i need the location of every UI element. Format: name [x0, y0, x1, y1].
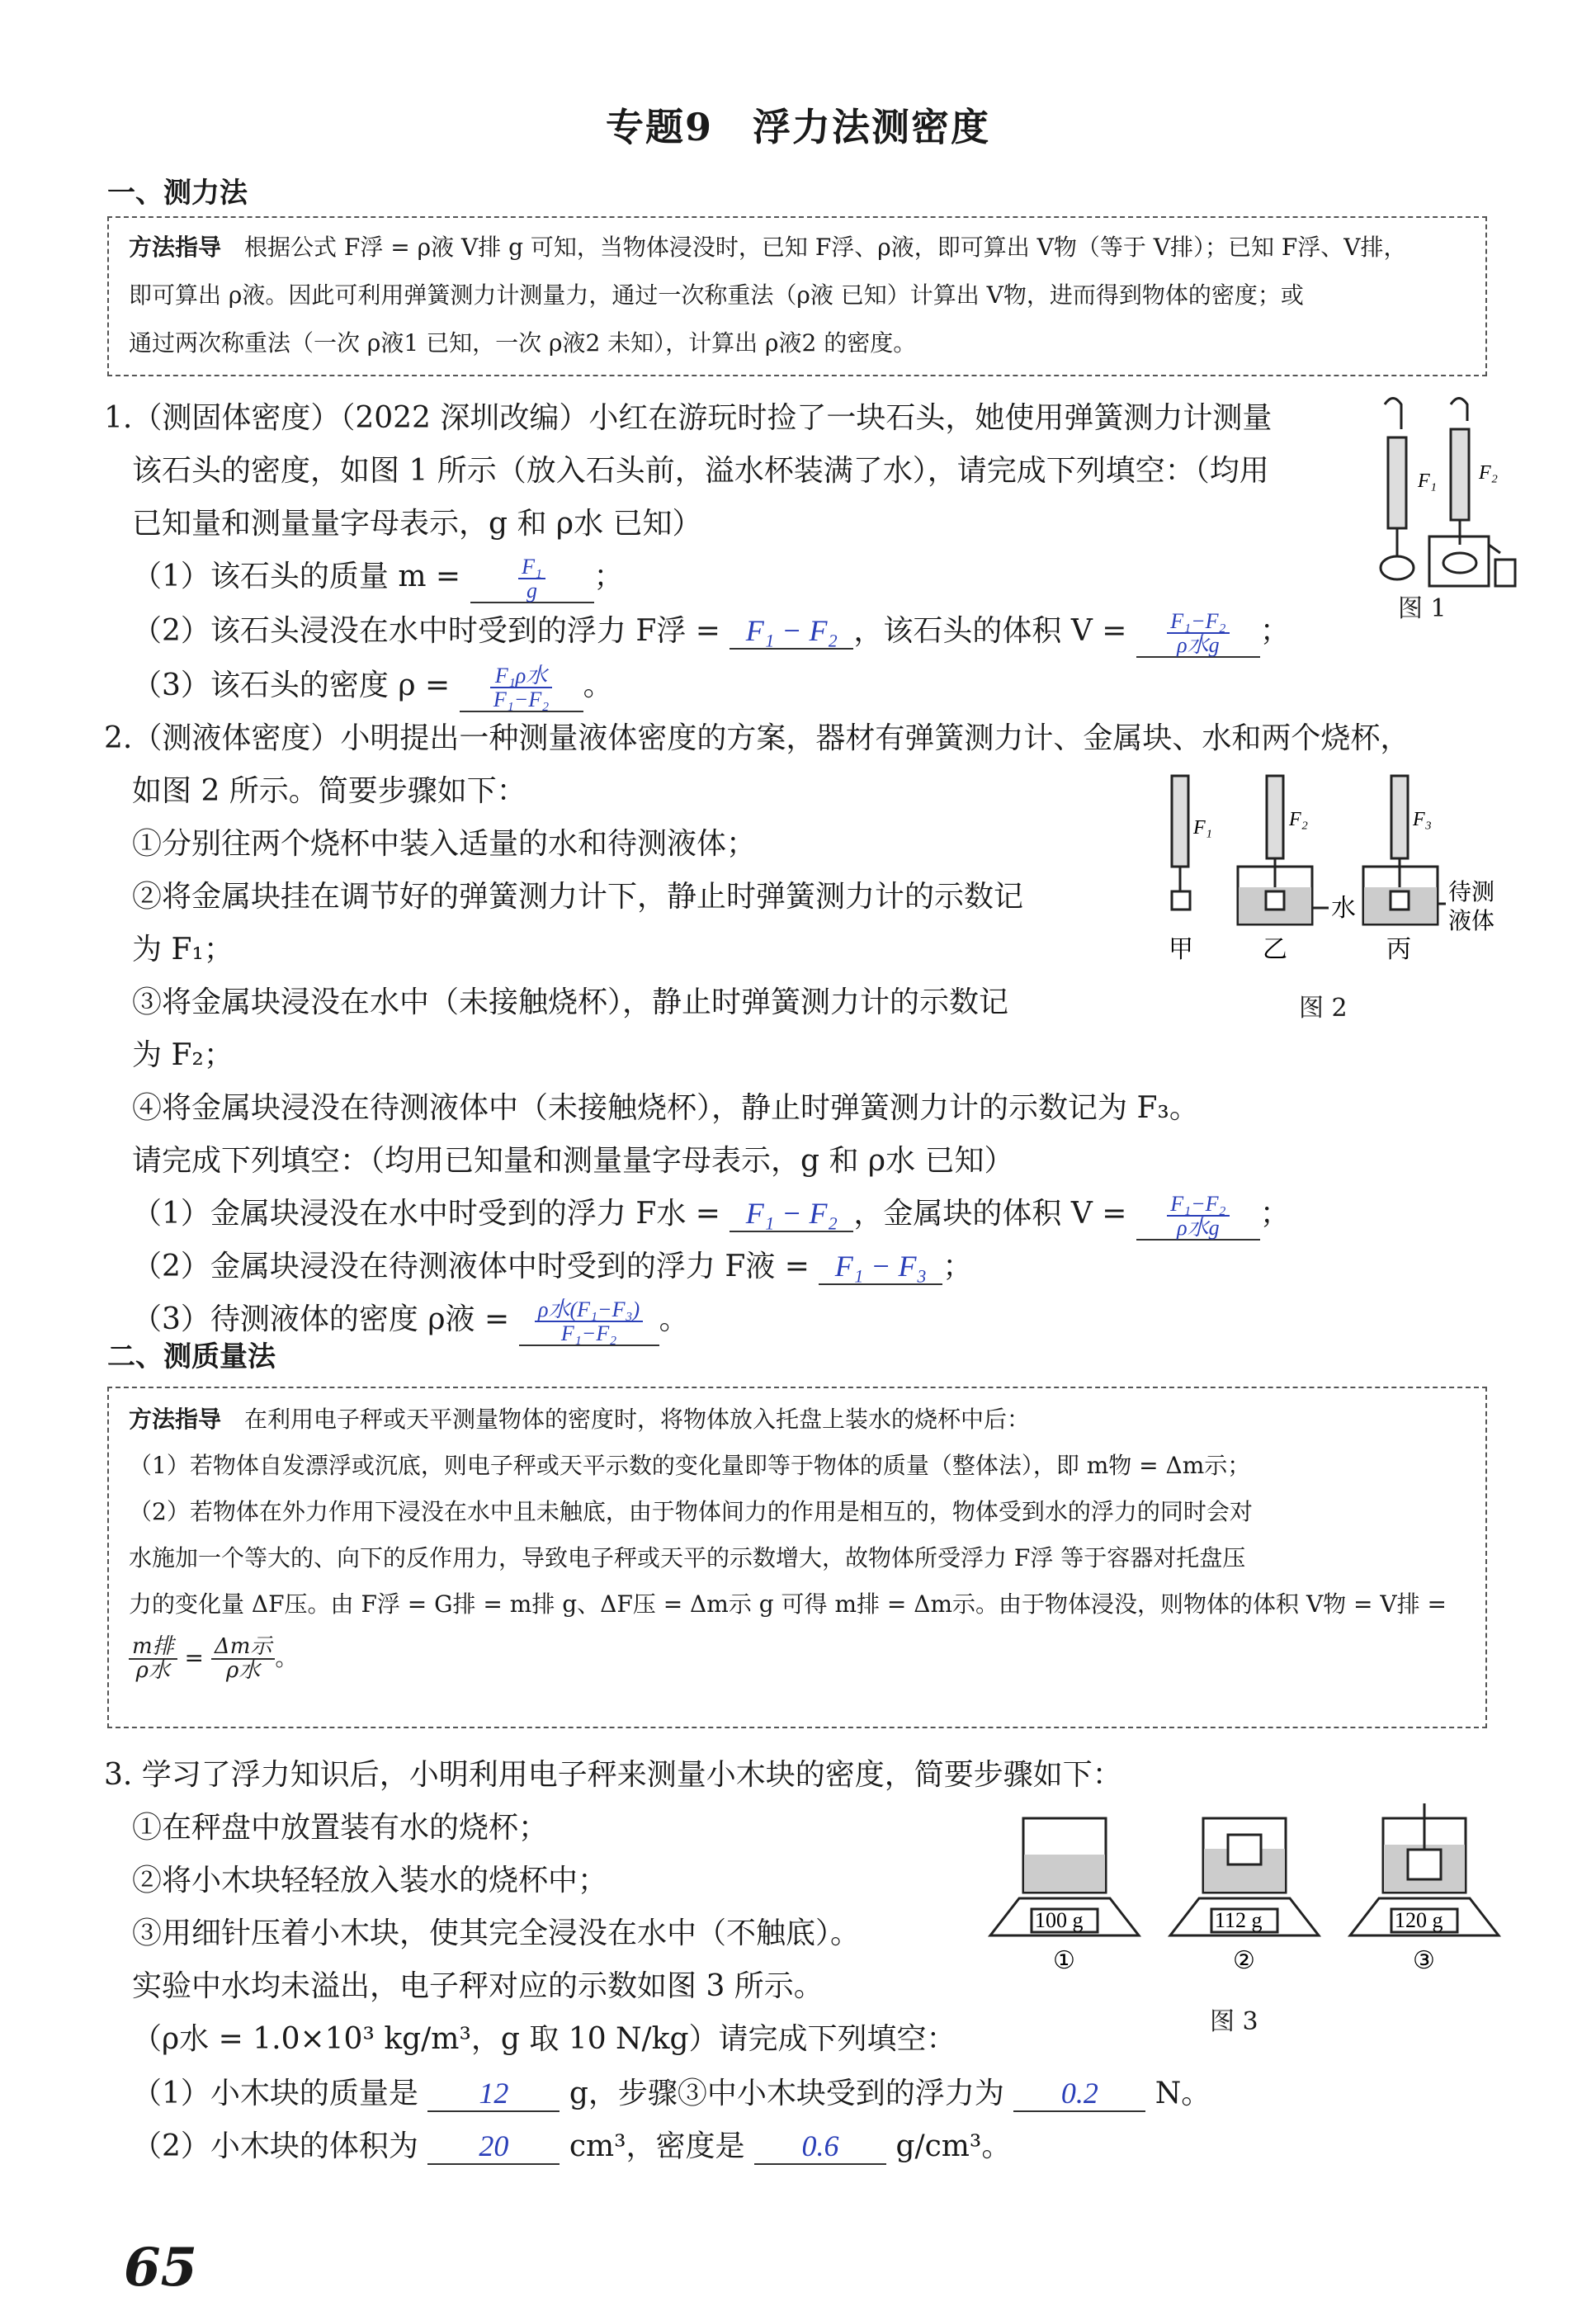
- q2-step: ②将金属块挂在调节好的弹簧测力计下，静止时弹簧测力计的示数记: [132, 880, 1024, 914]
- answer-fraction: $\frac{\text{F₁−F₂}}{\text{ρ水g}}$: [1167, 1193, 1229, 1240]
- q1-stem: 1.（测固体密度）（2022 深圳改编）小红在游玩时捡了一块石头，她使用弹簧测力计测量: [104, 401, 1273, 435]
- answer-blank: [460, 664, 583, 713]
- section2-heading: 二、测质量法: [107, 1340, 276, 1373]
- answer-blank: [1136, 1193, 1260, 1241]
- q2-part3: （3）待测液体的密度 ρ液 = $\frac{\text{ρ水(F₁−F₃)}}{\text{F₁−F₂}}$ 。: [132, 1297, 689, 1345]
- q2-step: 为 F₁；: [132, 933, 234, 966]
- method-text: 即可算出 ρ液。因此可利用弹簧测力计测量力，通过一次称重法（ρ液 已知）计算出 V物，进而得到物体的密度；或: [129, 281, 1304, 309]
- label-f3: F₃: [1413, 809, 1433, 830]
- label-jia: 甲: [1169, 935, 1193, 964]
- method-text: （1）若物体自发漂浮或沉底，则电子秤或天平示数的变化量即等于物体的质量（整体法），即 m物 = Δm示；: [129, 1452, 1251, 1479]
- spring-scale: [1391, 776, 1408, 858]
- method-text: 根据公式 F浮 = ρ液 V排 g 可知，当物体浸没时，已知 F浮、ρ液，即可算出 V物（等于 V排）；已知 F浮、V排，: [244, 234, 1407, 261]
- small-cup: [1495, 560, 1515, 586]
- method-label: 方法指导: [129, 1406, 222, 1433]
- q2-step: ④将金属块浸没在待测液体中（未接触烧杯），静止时弹簧测力计的示数记为 F₃。: [132, 1091, 1199, 1125]
- spring-scale: [1451, 429, 1469, 520]
- q2-note: 请完成下列填空：（均用已知量和测量量字母表示，g 和 ρ水 已知）: [132, 1144, 1014, 1178]
- q3-stem: （ρ水 = 1.0×10³ kg/m³，g 取 10 N/kg）请完成下列填空：: [132, 2022, 956, 2056]
- answer-fraction: $\frac{\text{F₁}}{g}$: [518, 555, 545, 603]
- figure-1-caption: 图 1: [1398, 594, 1447, 623]
- metal-block: [1172, 891, 1190, 910]
- q2-part1: （1）金属块浸没在水中时受到的浮力 F水 = F₁ − F₂ ，金属块的体积 V = $\frac{\text{F₁−F₂}}{\text{ρ水g}}$ ；: [132, 1191, 1290, 1240]
- label-f2: F₂: [1289, 809, 1309, 830]
- q3-stem: 3. 学习了浮力知识后，小明利用电子秤来测量小木块的密度，简要步骤如下：: [104, 1758, 1122, 1792]
- figure-3-caption: 图 3: [1210, 2007, 1258, 2036]
- label-liquid: 待测: [1448, 878, 1495, 905]
- q3-stem: 实验中水均未溢出，电子秤对应的示数如图 3 所示。: [132, 1969, 824, 2003]
- wood-block: [1408, 1850, 1441, 1879]
- q1-stem: 该石头的密度，如图 1 所示（放入石头前，溢水杯装满了水），请完成下列填空：（均用: [132, 454, 1269, 488]
- answer-blank: [1136, 610, 1260, 659]
- q2-stem: 如图 2 所示。简要步骤如下：: [132, 774, 526, 808]
- page-number: 65: [124, 2237, 198, 2299]
- answer-fraction: $\frac{\text{ρ水(F₁−F₃)}}{\text{F₁−F₂}}$: [535, 1298, 643, 1345]
- q2-part2: （2）金属块浸没在待测液体中时受到的浮力 F液 = F₁ − F₃ ；: [132, 1250, 973, 1283]
- q3-part2: （2）小木块的体积为 20 cm³，密度是 0.6 g/cm³。: [132, 2129, 1012, 2163]
- answer-fraction: $\frac{\text{F₁ρ水}}{\text{F₁−F₂}}$: [490, 664, 552, 711]
- spring-scale: [1388, 437, 1406, 528]
- section1-heading: 一、测力法: [107, 177, 248, 210]
- stone: [1381, 556, 1414, 579]
- answer-blank: F₁ − F₂: [730, 1196, 853, 1232]
- q1-stem: 已知量和测量量字母表示，g 和 ρ水 已知）: [132, 507, 702, 541]
- answer-blank: 0.6: [754, 2129, 886, 2165]
- q3-step: ①在秤盘中放置装有水的烧杯；: [132, 1811, 549, 1845]
- method-text: 通过两次称重法（一次 ρ液1 已知，一次 ρ液2 未知），计算出 ρ液2 的密度。: [129, 329, 917, 357]
- step-number: ③: [1413, 1946, 1435, 1975]
- label-f1: F₁: [1418, 470, 1438, 492]
- answer-blank: [470, 555, 594, 604]
- spring-scale: [1172, 776, 1188, 867]
- q2-step: ③将金属块浸没在水中（未接触烧杯），静止时弹簧测力计的示数记: [132, 985, 1009, 1019]
- label-f2: F₂: [1479, 462, 1499, 484]
- q1-part3: （3）该石头的密度 ρ = $\frac{\text{F₁ρ水}}{\text{F₁−F₂}}$ 。: [132, 663, 613, 711]
- q2-stem: 2.（测液体密度）小明提出一种测量液体密度的方案，器材有弹簧测力计、金属块、水和两个烧杯，: [104, 721, 1410, 755]
- figure-2-caption: 图 2: [1299, 994, 1348, 1023]
- q3-step: ②将小木块轻轻放入装水的烧杯中；: [132, 1864, 608, 1897]
- method-text: 在利用电子秤或天平测量物体的密度时，将物体放入托盘上装水的烧杯中后：: [244, 1406, 1031, 1433]
- q2-step: ①分别往两个烧杯中装入适量的水和待测液体；: [132, 827, 757, 861]
- method-text: 水施加一个等大的、向下的反作用力，导致电子秤或天平的示数增大，故物体所受浮力 F浮 等于容器对托盘压: [129, 1544, 1246, 1571]
- scale-reading-1: 100 g: [1035, 1908, 1084, 1932]
- step-number: ②: [1233, 1946, 1255, 1975]
- method-text: 力的变化量 ΔF压。由 F浮 = G排 = m排 g、ΔF压 = Δm示 g 可得 m排 = Δm示。由于物体浸没，则物体的体积 V物 = V排 =: [129, 1590, 1447, 1618]
- answer-blank: 0.2: [1013, 2076, 1145, 2112]
- method-text: （2）若物体在外力作用下浸没在水中且未触底，由于物体间力的作用是相互的，物体受到水的浮力的同时会对: [129, 1498, 1253, 1525]
- answer-blank: 20: [427, 2129, 560, 2165]
- answer-blank: F₁ − F₃: [819, 1249, 942, 1285]
- q3-part1: （1）小木块的质量是 12 g，步骤③中小木块受到的浮力为 0.2 N。: [132, 2077, 1211, 2110]
- scale-reading-2: 112 g: [1215, 1908, 1263, 1932]
- wood-block: [1228, 1835, 1261, 1864]
- label-water: 水: [1331, 894, 1356, 923]
- label-liquid: 液体: [1448, 907, 1495, 934]
- q2-step: 为 F₂；: [132, 1038, 234, 1072]
- method-formula: $\frac{\text{m排}}{\text{ρ水}}$ = $\frac{\text{Δm示}}{\text{ρ水}}$ 。: [129, 1636, 298, 1683]
- answer-blank: F₁ − F₂: [730, 613, 853, 650]
- step-number: ①: [1053, 1946, 1075, 1975]
- label-bing: 丙: [1386, 935, 1411, 964]
- method-box-1: [107, 216, 1487, 376]
- figure-2: [1147, 759, 1510, 974]
- label-yi: 乙: [1263, 935, 1287, 964]
- answer-blank: 12: [427, 2076, 560, 2112]
- label-f1: F₁: [1193, 817, 1213, 839]
- method-box-2: [107, 1387, 1487, 1728]
- answer-fraction: $\frac{\text{F₁−F₂}}{\text{ρ水g}}$: [1167, 610, 1229, 657]
- figure-3: [974, 1803, 1510, 1993]
- q1-part1: （1）该石头的质量 m = $\frac{\text{F₁}}{g}$ ；: [132, 554, 624, 603]
- q1-part2: （2）该石头浸没在水中时受到的浮力 F浮 = F₁ − F₂ ，该石头的体积 V = $\frac{\text{F₁−F₂}}{\text{ρ水g}}$ ；: [132, 608, 1290, 657]
- scale-reading-3: 120 g: [1395, 1908, 1443, 1932]
- q3-step: ③用细针压着小木块，使其完全浸没在水中（不触底）。: [132, 1916, 861, 1950]
- answer-blank: [519, 1298, 659, 1347]
- page-title: 专题9 浮力法测密度: [605, 105, 990, 149]
- method-label: 方法指导: [129, 234, 222, 261]
- spring-scale: [1267, 776, 1283, 858]
